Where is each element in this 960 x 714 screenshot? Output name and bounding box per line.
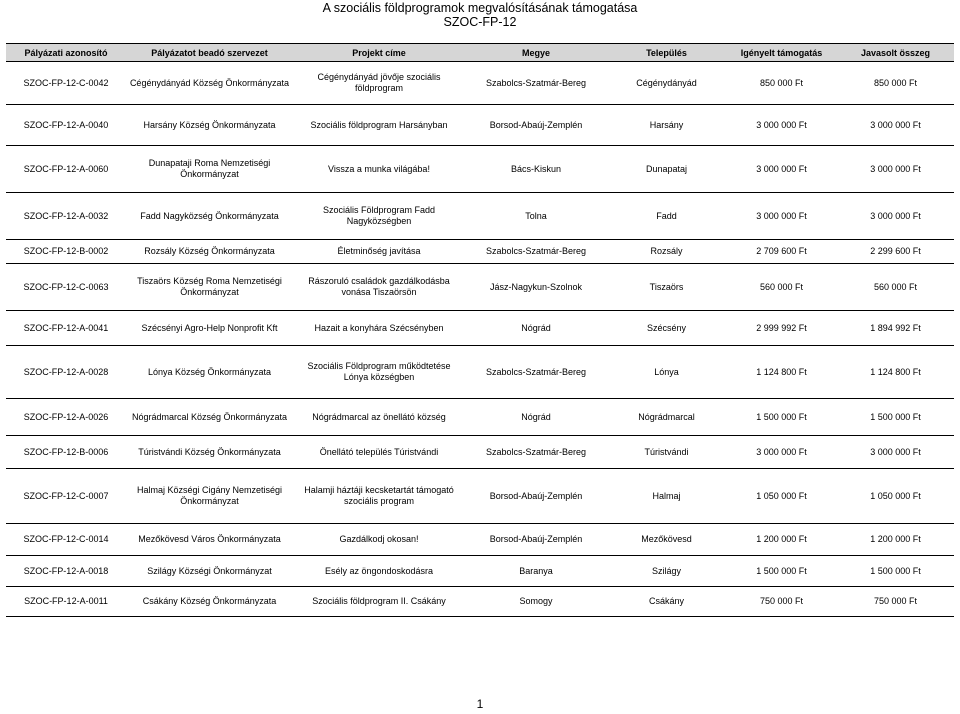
title-line-2: SZOC-FP-12 <box>443 15 517 29</box>
cell-project-title: Gazdálkodj okosan! <box>339 534 419 544</box>
cell-requested-amount: 1 050 000 Ft <box>756 490 807 501</box>
cell-id: SZOC-FP-12-A-0018 <box>23 565 109 576</box>
cell-proposed-amount: 1 894 992 Ft <box>870 322 921 333</box>
cell-county: Nógrád <box>521 322 551 333</box>
cell-project-title: Cégénydányád jövője szociális földprogram <box>317 72 441 93</box>
cell-project-title: Nógrádmarcal az önellátó község <box>312 411 446 422</box>
cell-requested-amount: 3 000 000 Ft <box>756 446 807 457</box>
cell-proposed-amount: 1 500 000 Ft <box>870 565 921 576</box>
cell-id: SZOC-FP-12-B-0002 <box>23 246 109 256</box>
cell-id: SZOC-FP-12-A-0028 <box>23 366 109 377</box>
cell-project-title: Szociális Földprogram működtetése Lónya községben <box>307 361 451 382</box>
table-row <box>6 146 954 193</box>
cell-requested-amount: 1 200 000 Ft <box>756 534 807 544</box>
table-row <box>6 587 954 617</box>
cell-requested-amount: 1 500 000 Ft <box>756 565 807 576</box>
table-row <box>6 436 954 469</box>
table-body <box>6 62 954 617</box>
cell-proposed-amount: 850 000 Ft <box>873 77 918 88</box>
cell-id: SZOC-FP-12-A-0011 <box>24 596 108 606</box>
table-row <box>6 399 954 436</box>
cell-requested-amount: 2 709 600 Ft <box>756 246 807 256</box>
cell-id: SZOC-FP-12-A-0041 <box>23 322 109 333</box>
cell-id: SZOC-FP-12-B-0006 <box>23 446 109 457</box>
cell-settlement: Szécsény <box>646 322 687 333</box>
cell-proposed-amount: 3 000 000 Ft <box>870 446 921 457</box>
cell-settlement: Harsány <box>649 119 684 130</box>
cell-proposed-amount: 3 000 000 Ft <box>870 210 921 221</box>
cell-proposed-amount: 1 200 000 Ft <box>870 534 921 544</box>
cell-county: Szabolcs-Szatmár-Bereg <box>485 77 587 88</box>
cell-settlement: Dunapataj <box>645 163 688 174</box>
cell-county: Jász-Nagykun-Szolnok <box>489 281 583 292</box>
cell-proposed-amount: 1 124 800 Ft <box>870 366 921 377</box>
table-row <box>6 193 954 240</box>
table-row <box>6 264 954 311</box>
cell-settlement: Halmaj <box>652 490 681 501</box>
cell-settlement: Csákány <box>648 596 684 606</box>
table-row <box>6 469 954 524</box>
cell-project-title: Szociális földprogram Harsányban <box>310 119 448 130</box>
column-header-organization: Pályázatot beadó szervezet <box>126 44 293 62</box>
cell-county: Szabolcs-Szatmár-Bereg <box>485 366 587 377</box>
cell-organization: Cégénydányád Község Önkormányzata <box>129 77 290 88</box>
cell-organization: Túristvándi Község Önkormányzata <box>138 446 281 457</box>
cell-id: SZOC-FP-12-C-0007 <box>23 490 109 501</box>
title-line-1: A szociális földprogramok megvalósításának támogatása <box>322 1 638 15</box>
cell-organization: Nógrádmarcal Község Önkormányzata <box>131 411 288 422</box>
table-header <box>6 44 954 62</box>
cell-organization: Lónya Község Önkormányzata <box>147 366 272 377</box>
cell-county: Borsod-Abaúj-Zemplén <box>489 490 583 501</box>
cell-organization: Csákány Község Önkormányzata <box>142 596 277 606</box>
cell-proposed-amount: 560 000 Ft <box>873 281 918 292</box>
grants-table <box>6 43 954 617</box>
cell-organization: Tiszaörs Község Roma Nemzetiségi Önkormányzat <box>137 276 282 297</box>
cell-settlement: Szilágy <box>651 565 681 576</box>
cell-organization: Halmaj Községi Cigány Nemzetiségi Önkormányzat <box>136 485 283 506</box>
cell-id: SZOC-FP-12-A-0026 <box>23 411 109 422</box>
cell-settlement: Nógrádmarcal <box>638 411 695 422</box>
column-header-requested-amount: Igényelt támogatás <box>726 44 837 62</box>
cell-settlement: Tiszaörs <box>649 281 684 292</box>
page-number: 1 <box>476 697 484 711</box>
cell-organization: Dunapataji Roma Nemzetiségi Önkormányzat <box>148 158 271 179</box>
cell-requested-amount: 560 000 Ft <box>759 281 804 292</box>
column-header-id: Pályázati azonosító <box>6 44 126 62</box>
cell-settlement: Lónya <box>654 366 679 377</box>
table-row <box>6 105 954 146</box>
cell-settlement: Mezőkövesd <box>641 534 692 544</box>
cell-county: Szabolcs-Szatmár-Bereg <box>485 246 587 256</box>
cell-organization: Szilágy Községi Önkormányzat <box>147 565 272 576</box>
cell-settlement: Rozsály <box>650 246 683 256</box>
cell-county: Bács-Kiskun <box>510 163 562 174</box>
cell-organization: Fadd Nagyközség Önkormányzata <box>140 210 279 221</box>
table-row <box>6 240 954 264</box>
document-title <box>0 0 960 29</box>
table-row <box>6 311 954 346</box>
cell-organization: Mezőkövesd Város Önkormányzata <box>138 534 281 544</box>
cell-county: Baranya <box>519 565 553 576</box>
cell-organization: Harsány Község Önkormányzata <box>143 119 276 130</box>
cell-requested-amount: 3 000 000 Ft <box>756 163 807 174</box>
cell-id: SZOC-FP-12-C-0014 <box>23 534 109 544</box>
header-row <box>6 44 954 62</box>
cell-county: Szabolcs-Szatmár-Bereg <box>485 446 587 457</box>
cell-project-title: Esély az öngondoskodásra <box>324 565 434 576</box>
cell-project-title: Szociális Földprogram Fadd Nagyközségben <box>322 205 436 226</box>
cell-requested-amount: 750 000 Ft <box>759 596 804 606</box>
cell-project-title: Rászoruló családok gazdálkodásba vonása Tiszaörsön <box>308 276 450 297</box>
cell-settlement: Fadd <box>656 210 677 221</box>
cell-requested-amount: 3 000 000 Ft <box>756 210 807 221</box>
cell-project-title: Szociális földprogram II. Csákány <box>312 596 446 606</box>
cell-proposed-amount: 1 500 000 Ft <box>870 411 921 422</box>
column-header-project-title: Projekt címe <box>293 44 465 62</box>
cell-project-title: Életminőség javítása <box>337 246 421 256</box>
cell-project-title: Halamji háztáji kecsketartát támogató szociális program <box>304 485 454 506</box>
cell-requested-amount: 1 124 800 Ft <box>756 366 807 377</box>
column-header-county: Megye <box>465 44 607 62</box>
cell-requested-amount: 2 999 992 Ft <box>756 322 807 333</box>
cell-id: SZOC-FP-12-C-0042 <box>23 77 109 88</box>
cell-proposed-amount: 1 050 000 Ft <box>870 490 921 501</box>
cell-proposed-amount: 3 000 000 Ft <box>870 119 921 130</box>
cell-proposed-amount: 2 299 600 Ft <box>870 246 921 256</box>
cell-requested-amount: 3 000 000 Ft <box>756 119 807 130</box>
table-row <box>6 556 954 587</box>
cell-id: SZOC-FP-12-A-0040 <box>23 119 109 130</box>
cell-project-title: Hazait a konyhára Szécsényben <box>314 322 444 333</box>
cell-requested-amount: 1 500 000 Ft <box>756 411 807 422</box>
cell-settlement: Túristvándi <box>644 446 689 457</box>
cell-project-title: Önellátó település Túristvándi <box>319 446 439 457</box>
cell-organization: Rozsály Község Önkormányzata <box>144 246 275 256</box>
cell-county: Borsod-Abaúj-Zemplén <box>489 119 583 130</box>
cell-id: SZOC-FP-12-A-0060 <box>23 163 109 174</box>
cell-county: Nógrád <box>521 411 551 422</box>
table-row <box>6 62 954 105</box>
cell-proposed-amount: 750 000 Ft <box>873 596 918 606</box>
cell-project-title: Vissza a munka világába! <box>328 163 430 174</box>
column-header-proposed-amount: Javasolt összeg <box>837 44 954 62</box>
table-row <box>6 346 954 399</box>
cell-organization: Szécsényi Agro-Help Nonprofit Kft <box>141 322 278 333</box>
cell-proposed-amount: 3 000 000 Ft <box>870 163 921 174</box>
cell-county: Tolna <box>525 210 547 221</box>
cell-requested-amount: 850 000 Ft <box>759 77 804 88</box>
cell-settlement: Cégénydányád <box>636 77 697 88</box>
cell-id: SZOC-FP-12-C-0063 <box>23 281 109 292</box>
cell-county: Borsod-Abaúj-Zemplén <box>489 534 583 544</box>
column-header-settlement: Település <box>607 44 726 62</box>
cell-county: Somogy <box>519 596 553 606</box>
table-row <box>6 524 954 556</box>
cell-id: SZOC-FP-12-A-0032 <box>23 210 109 221</box>
